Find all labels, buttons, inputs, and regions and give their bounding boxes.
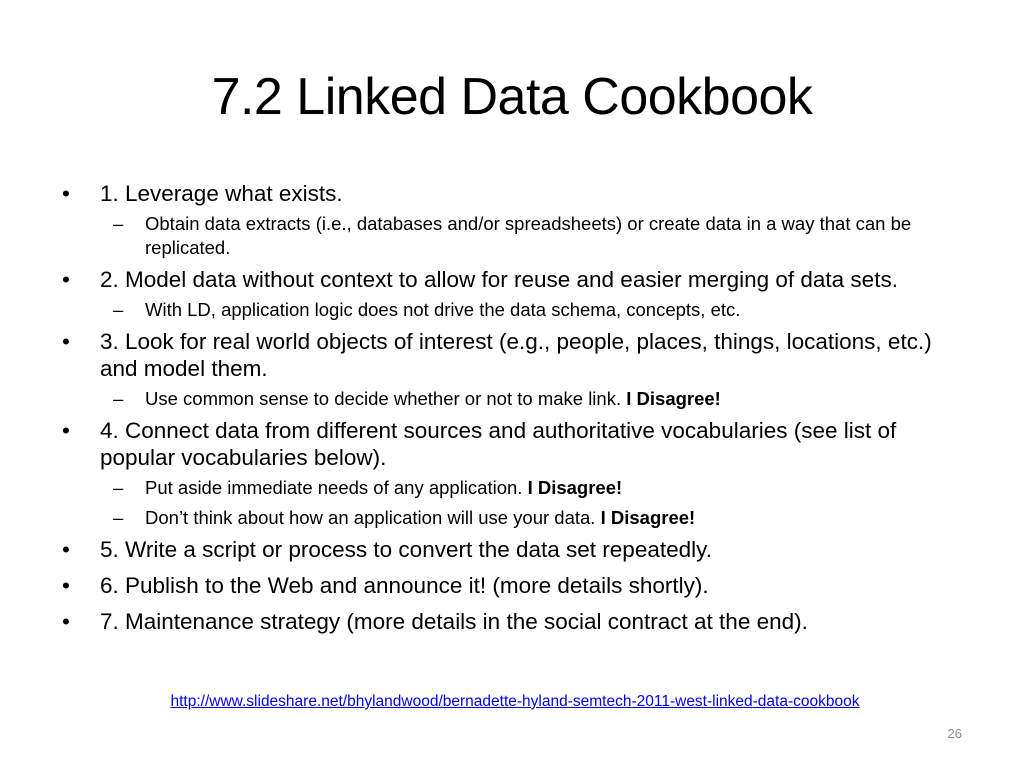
bullet-item-3 [62,328,972,382]
sub-item-1-1 [62,212,972,260]
sub-marker: – [113,299,124,320]
bullet-text: 1. Leverage what exists. [100,181,343,206]
bullet-item-6 [62,572,972,599]
bullet-text: 3. Look for real world objects of interest (e.g., people, places, things, locations, etc.) and model them. [100,329,932,381]
disagree-label: I Disagree! [527,477,623,498]
bullet-marker: • [62,537,70,562]
bullet-item-1 [62,180,972,207]
bullet-text: 7. Maintenance strategy (more details in the social contract at the end). [100,609,808,634]
bullet-text: 2. Model data without context to allow for reuse and easier merging of data sets. [100,267,898,292]
sub-item-4-1 [62,476,972,500]
bullet-item-5 [62,536,972,563]
bullet-marker: • [62,181,70,206]
bullet-text: 4. Connect data from different sources and authoritative vocabularies (see list of popular vocabularies below). [100,418,897,470]
sub-marker: – [113,507,124,528]
bullet-text: 5. Write a script or process to convert the data set repeatedly. [100,537,712,562]
source-link[interactable]: http://www.slideshare.net/bhylandwood/bernadette-hyland-semtech-2011-west-linked-data-cookbook [170,693,860,710]
bullet-marker: • [62,329,70,354]
sub-text: Don’t think about how an application will use your data. [145,507,601,528]
bullet-text: 6. Publish to the Web and announce it! (more details shortly). [100,573,709,598]
sub-text: Obtain data extracts (i.e., databases and/or spreadsheets) or create data in a way that can be replicated. [145,213,912,258]
sub-item-4-2 [62,506,972,530]
sub-text: Put aside immediate needs of any application. [145,477,528,498]
bullet-item-4 [62,417,972,471]
sub-item-3-1 [62,387,972,411]
sub-text: With LD, application logic does not drive the data schema, concepts, etc. [145,299,741,320]
sub-marker: – [113,477,124,498]
bullet-marker: • [62,267,70,292]
sub-item-2-1 [62,298,972,322]
bullet-marker: • [62,418,70,443]
slide-title: 7.2 Linked Data Cookbook [211,68,813,126]
sub-text: Use common sense to decide whether or not to make link. [145,388,627,409]
disagree-label: I Disagree! [600,507,696,528]
sub-marker: – [113,213,124,234]
bullet-list [62,180,972,644]
bullet-marker: • [62,609,70,634]
bullet-item-2 [62,266,972,293]
bullet-marker: • [62,573,70,598]
page-number: 26 [947,726,962,741]
disagree-label: I Disagree! [626,388,721,409]
sub-marker: – [113,388,124,409]
bullet-item-7 [62,608,972,635]
